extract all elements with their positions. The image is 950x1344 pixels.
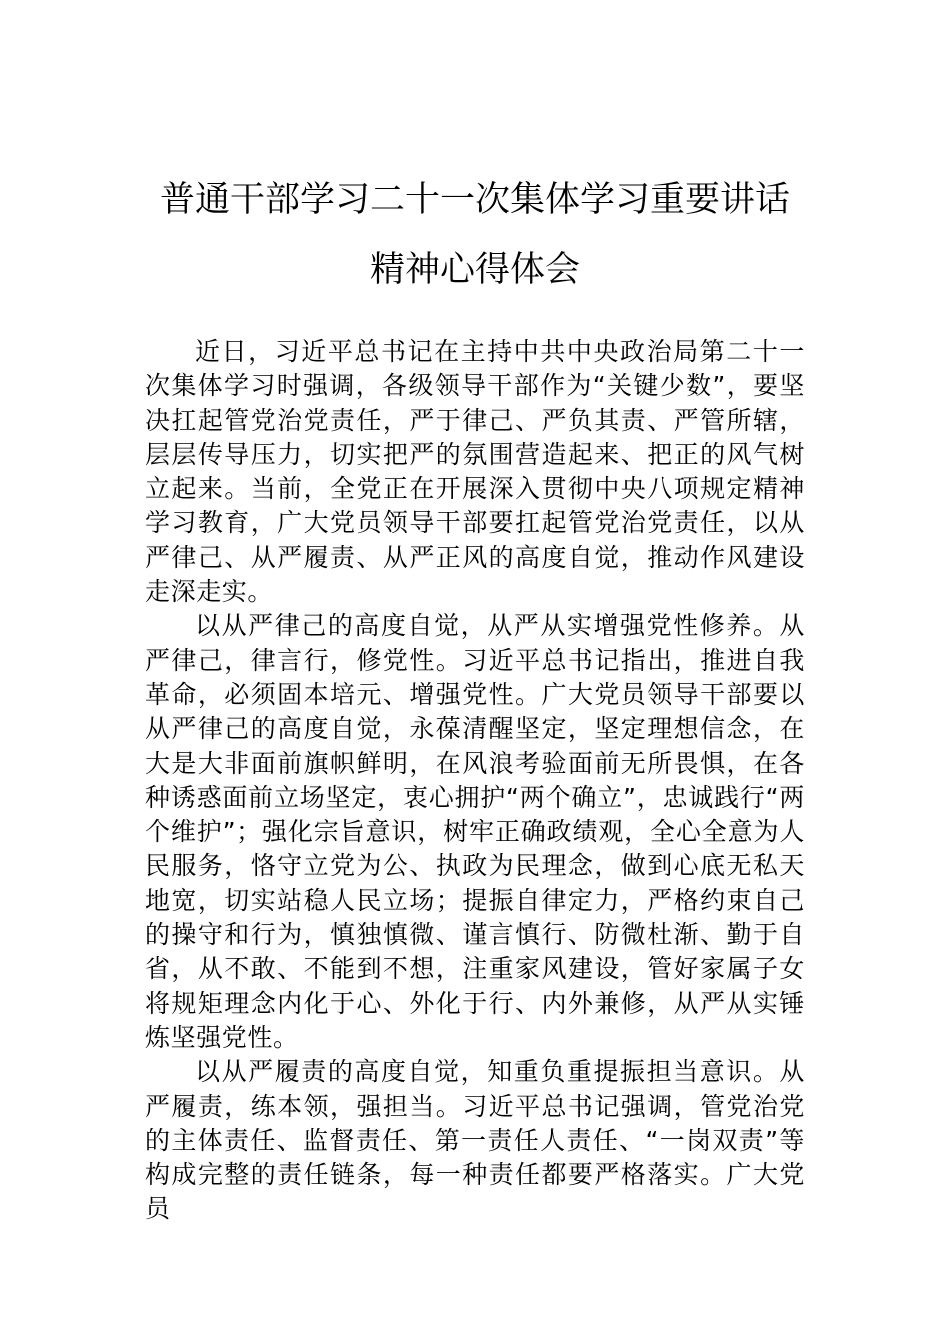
document-title-line-2: 精神心得体会 (369, 250, 580, 290)
document-title-line-1: 普通干部学习二十一次集体学习重要讲话 (159, 180, 790, 220)
paragraph-3: 以从严履责的高度自觉，知重负重提振担当意识。从严履责，练本领，强担当。习近平总书记强调，管党治党的主体责任、监督责任、第一责任人责任、“一岗双责”等构成完整的责任链条，每一种责任都要严格落实。广大党员 (145, 1057, 805, 1224)
document-body (145, 335, 805, 1227)
paragraph-2: 以从严律己的高度自觉，从严从实增强党性修养。从严律己，律言行，修党性。习近平总书记指出，推进自我革命，必须固本培元、增强党性。广大党员领导干部要以从严律己的高度自觉，永葆清醒坚定，坚定理想信念，在大是大非面前旗帜鲜明，在风浪考验面前无所畏惧，在各种诱惑面前立场坚定，衷心拥护“两个确立”，忠诚践行“两个维护”；强化宗旨意识，树牢正确政绩观，全心全意为人民服务，恪守立党为公、执政为民理念，做到心底无私天地宽，切实站稳人民立场；提振自律定力，严格约束自己的操守和行为，慎独慎微、谨言慎行、防微杜渐、勤于自省，从不敢、不能到不想，注重家风建设，管好家属子女将规矩理念内化于心、外化于行、内外兼修，从严从实锤炼坚强党性。 (145, 611, 805, 1052)
paragraph-1: 近日，习近平总书记在主持中共中央政治局第二十一次集体学习时强调，各级领导干部作为“关键少数”，要坚决扛起管党治党责任，严于律己、严负其责、严管所辖，层层传导压力，切实把严的氛围营造起来、把正的风气树立起来。当前，全党正在开展深入贯彻中央八项规定精神学习教育，广大党员领导干部要扛起管党治党责任，以从严律己、从严履责、从严正风的高度自觉，推动作风建设走深走实。 (145, 337, 805, 607)
